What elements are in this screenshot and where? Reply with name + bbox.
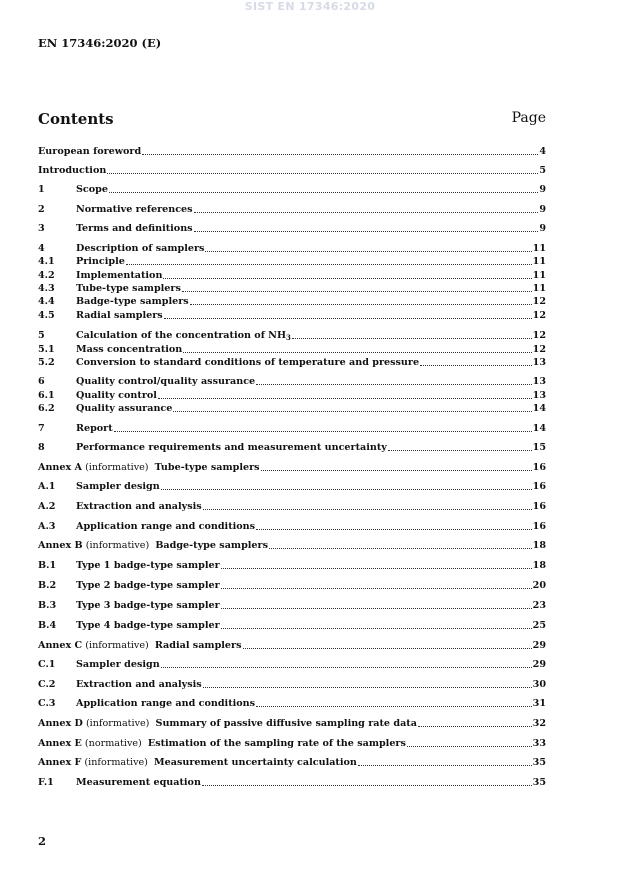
- toc-entry[interactable]: [38, 659, 546, 670]
- toc-entry-title-text: Extraction and analysis: [76, 501, 202, 512]
- dot-leader: [202, 784, 532, 786]
- toc-entry-title-text: Calculation of the concentration of NH: [76, 330, 287, 341]
- toc-entry[interactable]: [38, 223, 546, 234]
- toc-entry-title-text: Mass concentration: [76, 344, 183, 355]
- dot-leader: [203, 686, 532, 688]
- toc-entry-number: 4.5: [38, 310, 55, 321]
- dot-leader: [183, 351, 531, 353]
- dot-leader: [221, 567, 532, 569]
- toc-entry-page: 18: [532, 560, 546, 571]
- toc-entry-title-text: Sampler design: [76, 659, 160, 670]
- toc-entry[interactable]: [38, 679, 546, 690]
- toc-entry-page: 18: [532, 540, 546, 551]
- toc-entry-page: 13: [532, 357, 546, 368]
- dot-leader: [256, 383, 531, 385]
- toc-entry[interactable]: [38, 296, 546, 307]
- toc-entry-title: [76, 223, 193, 234]
- toc-entry-title-text: Quality control: [76, 390, 157, 401]
- toc-entry-number: 6.2: [38, 403, 55, 414]
- toc-entry-title: [76, 357, 419, 368]
- toc-entry-title-text: Quality control/quality assurance: [76, 376, 256, 387]
- toc-entry-title: [76, 777, 201, 788]
- annex-label: Annex B: [38, 540, 83, 551]
- toc-entry-title-text: Implementation: [76, 270, 163, 281]
- toc-entry-title-text: Badge-type samplers: [76, 296, 189, 307]
- dot-leader: [163, 277, 531, 279]
- toc-entry-title: [76, 330, 291, 341]
- toc-entry[interactable]: [38, 390, 546, 401]
- toc-entry-page: 35: [532, 757, 546, 768]
- toc-entry-number: A.2: [38, 501, 56, 512]
- page-column-label: Page: [511, 110, 546, 126]
- dot-leader: [221, 587, 532, 589]
- contents-heading: Contents: [38, 110, 114, 128]
- toc-entry-page: 11: [532, 243, 546, 254]
- toc-entry-page: 20: [532, 580, 546, 591]
- toc-entry-page: 14: [532, 423, 546, 434]
- dot-leader: [142, 153, 538, 155]
- toc-entry-title: [76, 204, 193, 215]
- annex-title: Tube-type samplers: [154, 462, 260, 473]
- toc-entry-title-text: Application range and conditions: [76, 698, 256, 709]
- dot-leader: [292, 337, 532, 339]
- toc-entry-title: [76, 521, 255, 532]
- dot-leader: [109, 191, 538, 193]
- dot-leader: [164, 317, 532, 319]
- toc-entry-title: [38, 640, 242, 651]
- toc-entry-title-text: Application range and conditions: [76, 521, 256, 532]
- toc-entry-number: 4.3: [38, 283, 55, 294]
- annex-kind: (informative): [82, 718, 156, 729]
- toc-entry-page: 16: [532, 481, 546, 492]
- dot-leader: [190, 303, 532, 305]
- toc-entry-title: [76, 296, 189, 307]
- toc-entry-number: 4: [38, 243, 45, 254]
- annex-kind: (informative): [82, 462, 155, 473]
- dot-leader: [194, 230, 539, 232]
- toc-entry-title-text: Conversion to standard conditions of temperature and pressure: [76, 357, 420, 368]
- dot-leader: [221, 627, 532, 629]
- toc-entry[interactable]: [38, 270, 546, 281]
- toc-entry-page: 33: [532, 738, 546, 749]
- toc-entry-number: B.2: [38, 580, 57, 591]
- dot-leader: [161, 488, 532, 490]
- toc-entry-title: [76, 442, 387, 453]
- toc-entry-title-text: Measurement equation: [76, 777, 201, 788]
- dot-leader: [126, 263, 532, 265]
- annex-label: Annex E: [38, 738, 82, 749]
- toc-entry-number: B.4: [38, 620, 57, 631]
- toc-entry-title: [76, 376, 255, 387]
- toc-entry[interactable]: [38, 376, 546, 387]
- toc-entry-title: [76, 403, 172, 414]
- toc-entry[interactable]: [38, 481, 546, 492]
- toc-entry-page: 4: [539, 146, 546, 157]
- toc-entry-title-text: European foreword: [38, 146, 142, 157]
- toc-entry[interactable]: [38, 560, 546, 571]
- toc-entry-title: [76, 270, 162, 281]
- toc-entry-title-text: Radial samplers: [76, 310, 163, 321]
- toc-entry[interactable]: [38, 165, 546, 176]
- toc-entry[interactable]: [38, 757, 546, 768]
- subscript: 3: [286, 333, 291, 342]
- toc-entry-title-text: Tube-type samplers: [76, 283, 181, 294]
- annex-kind: (informative): [81, 757, 155, 768]
- toc-entry-title-text: Normative references: [76, 204, 193, 215]
- dot-leader: [256, 705, 532, 707]
- toc-entry-title: [76, 580, 220, 591]
- toc-entry-page: 9: [539, 184, 546, 195]
- toc-entry-page: 35: [532, 777, 546, 788]
- toc-entry[interactable]: [38, 184, 546, 195]
- toc-entry[interactable]: [38, 640, 546, 651]
- toc-entry-number: 5.1: [38, 344, 55, 355]
- toc-entry-title: [38, 540, 268, 551]
- toc-entry-page: 32: [532, 718, 546, 729]
- dot-leader: [205, 250, 531, 252]
- annex-title: Badge-type samplers: [155, 540, 268, 551]
- toc-entry-title: [38, 718, 417, 729]
- toc-entry-title: [38, 757, 357, 768]
- toc-entry-title: [38, 165, 106, 176]
- toc-entry-title: [76, 560, 220, 571]
- toc-entry[interactable]: [38, 423, 546, 434]
- dot-leader: [107, 172, 538, 174]
- toc-entry-page: 11: [532, 256, 546, 267]
- toc-entry-title-text: Scope: [76, 184, 108, 195]
- toc-entry[interactable]: [38, 344, 546, 355]
- annex-label: Annex A: [38, 462, 83, 473]
- toc-entry-title-text: Type 2 badge-type sampler: [76, 580, 220, 591]
- toc-entry-number: F.1: [38, 777, 54, 788]
- dot-leader: [194, 211, 539, 213]
- toc-entry-page: 15: [532, 442, 546, 453]
- toc-entry-page: 16: [532, 462, 546, 473]
- dot-leader: [358, 764, 532, 766]
- dot-leader: [203, 508, 532, 510]
- toc-entry-page: 31: [532, 698, 546, 709]
- toc-entry-title: [76, 344, 182, 355]
- annex-title: Estimation of the sampling rate of the samplers: [147, 738, 406, 749]
- toc-entry-title-text: Type 3 badge-type sampler: [76, 600, 220, 611]
- toc-entry-number: C.1: [38, 659, 56, 670]
- annex-kind: (informative): [82, 640, 155, 651]
- toc-entry-title-text: Performance requirements and measurement uncertainty: [76, 442, 387, 453]
- toc-entry-page: 11: [532, 270, 546, 281]
- toc-entry-page: 5: [539, 165, 546, 176]
- toc-entry-title-text: Introduction: [38, 165, 107, 176]
- toc-entry-number: C.3: [38, 698, 56, 709]
- dot-leader: [261, 469, 532, 471]
- toc-entry[interactable]: [38, 501, 546, 512]
- toc-entry-page: 9: [539, 223, 546, 234]
- toc-entry-title: [76, 481, 160, 492]
- toc-entry-page: 25: [532, 620, 546, 631]
- toc-entry[interactable]: [38, 777, 546, 788]
- toc-entry-title: [76, 620, 220, 631]
- dot-leader: [221, 607, 532, 609]
- toc-entry-page: 16: [532, 501, 546, 512]
- toc-entry[interactable]: [38, 442, 546, 453]
- toc-entry-number: 8: [38, 442, 45, 453]
- toc-entry-title: [76, 423, 113, 434]
- dot-leader: [407, 745, 532, 747]
- toc-entry[interactable]: [38, 521, 546, 532]
- toc-entry-number: 2: [38, 204, 45, 215]
- toc-entry[interactable]: [38, 330, 546, 341]
- toc-entry-title: [38, 146, 141, 157]
- toc-entry-title: [76, 600, 220, 611]
- toc-entry-title: [76, 283, 181, 294]
- toc-entry-title: [38, 462, 260, 473]
- toc-entry-title-text: Description of samplers: [76, 243, 205, 254]
- toc-entry-number: A.1: [38, 481, 56, 492]
- toc-entry[interactable]: [38, 718, 546, 729]
- toc-entry-title: [76, 256, 125, 267]
- toc-entry[interactable]: [38, 283, 546, 294]
- page-number: 2: [38, 834, 47, 848]
- toc-entry-title: [38, 738, 406, 749]
- toc-entry[interactable]: [38, 204, 546, 215]
- annex-label: Annex C: [38, 640, 83, 651]
- toc-entry-number: 3: [38, 223, 45, 234]
- toc-entry-page: 12: [532, 344, 546, 355]
- toc-entry-page: 14: [532, 403, 546, 414]
- toc-entry-number: A.3: [38, 521, 56, 532]
- annex-label: Annex D: [38, 718, 83, 729]
- toc-entry-title-text: Sampler design: [76, 481, 160, 492]
- dot-leader: [418, 725, 532, 727]
- toc-entry[interactable]: [38, 357, 546, 368]
- annex-kind: (normative): [81, 738, 148, 749]
- annex-title: Summary of passive diffusive sampling rate data: [155, 718, 417, 729]
- toc-entry-number: 4.2: [38, 270, 55, 281]
- dot-leader: [161, 666, 532, 668]
- dot-leader: [243, 647, 532, 649]
- annex-title: Radial samplers: [154, 640, 242, 651]
- toc-entry-page: 12: [532, 310, 546, 321]
- toc-entry-title: [76, 243, 204, 254]
- toc-entry-number: C.2: [38, 679, 56, 690]
- toc-entry[interactable]: [38, 243, 546, 254]
- toc-entry-title: [76, 501, 202, 512]
- toc-entry[interactable]: [38, 738, 546, 749]
- toc-entry-number: 6.1: [38, 390, 55, 401]
- toc-entry-title-text: Type 4 badge-type sampler: [76, 620, 220, 631]
- toc-entry-title-text: Quality assurance: [76, 403, 173, 414]
- dot-leader: [269, 547, 532, 549]
- toc-entry[interactable]: [38, 600, 546, 611]
- document-id: EN 17346:2020 (E): [38, 36, 162, 50]
- toc-entry-title-text: Terms and definitions: [76, 223, 193, 234]
- toc-entry-page: 23: [532, 600, 546, 611]
- toc-entry-page: 13: [532, 390, 546, 401]
- annex-label: Annex F: [38, 757, 82, 768]
- toc-entry-number: B.3: [38, 600, 57, 611]
- toc-entry-title: [76, 659, 160, 670]
- toc-entry-number: B.1: [38, 560, 57, 571]
- toc-entry-number: 4.4: [38, 296, 55, 307]
- toc-entry-number: 5.2: [38, 357, 55, 368]
- dot-leader: [182, 290, 532, 292]
- toc-entry-title: [76, 184, 108, 195]
- toc-entry[interactable]: [38, 620, 546, 631]
- dot-leader: [256, 528, 532, 530]
- annex-title: Measurement uncertainty calculation: [154, 757, 357, 768]
- toc-entry-number: 5: [38, 330, 45, 341]
- toc-entry-page: 29: [532, 659, 546, 670]
- toc-entry[interactable]: [38, 698, 546, 709]
- toc-entry-title-text: Principle: [76, 256, 125, 267]
- toc-entry-number: 7: [38, 423, 45, 434]
- toc-entry-number: 1: [38, 184, 45, 195]
- dot-leader: [173, 410, 531, 412]
- toc-entry-title: [76, 310, 163, 321]
- toc-entry-title: [76, 390, 157, 401]
- toc-entry-page: 29: [532, 640, 546, 651]
- dot-leader: [388, 449, 532, 451]
- toc-entry[interactable]: [38, 540, 546, 551]
- dot-leader: [158, 397, 532, 399]
- toc-entry-page: 12: [532, 296, 546, 307]
- toc-entry[interactable]: [38, 256, 546, 267]
- toc-entry-title-text: Type 1 badge-type sampler: [76, 560, 220, 571]
- toc-entry[interactable]: [38, 146, 546, 157]
- toc-entry-title: [76, 698, 255, 709]
- toc-entry-title: [76, 679, 202, 690]
- toc-entry-page: 11: [532, 283, 546, 294]
- toc-entry-title-text: Extraction and analysis: [76, 679, 202, 690]
- watermark: SIST EN 17346:2020: [244, 0, 376, 13]
- dot-leader: [114, 430, 532, 432]
- toc-entry-page: 16: [532, 521, 546, 532]
- annex-kind: (informative): [82, 540, 156, 551]
- toc-entry-number: 6: [38, 376, 45, 387]
- toc-entry[interactable]: [38, 462, 546, 473]
- toc-entry-page: 30: [532, 679, 546, 690]
- toc-entry-page: 13: [532, 376, 546, 387]
- toc-entry-title-text: Report: [76, 423, 113, 434]
- toc-entry-number: 4.1: [38, 256, 55, 267]
- toc-entry[interactable]: [38, 403, 546, 414]
- toc-entry[interactable]: [38, 580, 546, 591]
- dot-leader: [420, 364, 532, 366]
- toc-entry-page: 12: [532, 330, 546, 341]
- toc-entry-page: 9: [539, 204, 546, 215]
- toc-entry[interactable]: [38, 310, 546, 321]
